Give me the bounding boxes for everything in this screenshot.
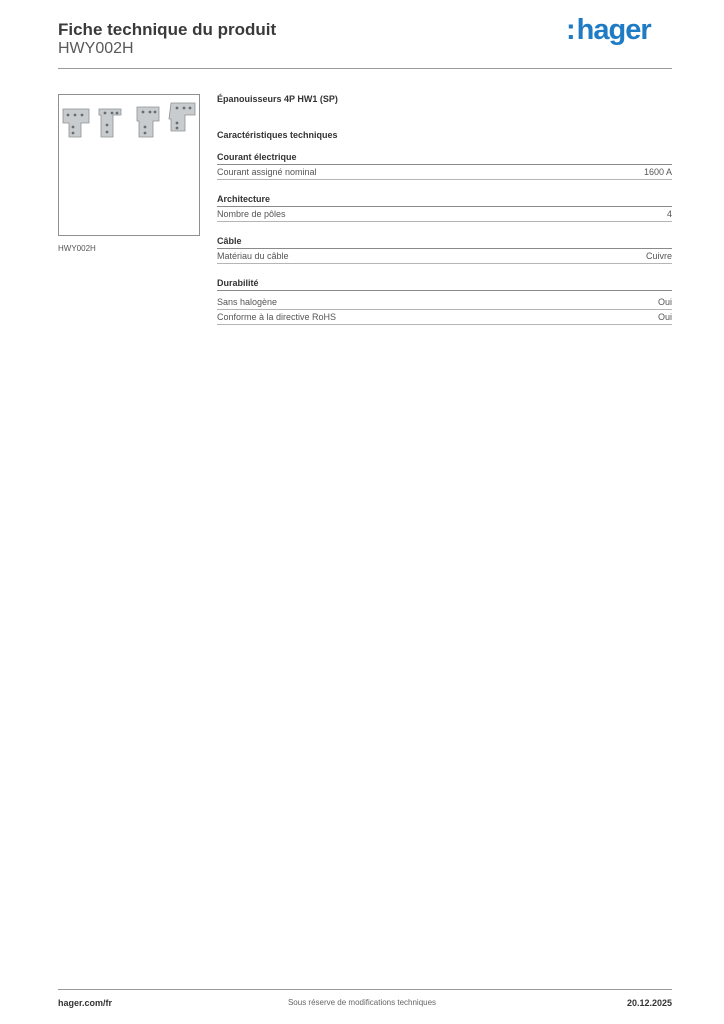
product-code: HWY002H [58,40,134,57]
busbar-extension-picture [59,95,199,235]
spec-label: Courant assigné nominal [217,167,317,177]
header-divider [58,68,672,69]
logo-text: hager [576,14,651,46]
spec-label: Matériau du câble [217,251,289,261]
footer-website: hager.com/fr [58,998,113,1008]
section-electrical-current [217,152,672,180]
section-title: Courant électrique [217,152,672,165]
technical-content [217,94,672,325]
spec-value: Oui [657,297,672,307]
section-title: Durabilité [217,278,672,291]
document-title: Fiche technique du produit [58,20,277,39]
spec-value: Cuivre [645,251,672,261]
spec-row [217,295,672,310]
product-image [58,94,200,236]
section-durability [217,278,672,325]
spec-row [217,310,672,325]
spec-label: Conforme à la directive RoHS [217,312,337,322]
footer-divider [58,989,672,990]
product-name: Épanouisseurs 4P HW1 (SP) [217,94,338,104]
section-title: Câble [217,236,672,249]
footer-date: 20.12.2025 [626,998,672,1008]
spec-value: Oui [657,312,672,322]
spec-row [217,165,672,180]
spec-label: Sans halogène [217,297,278,307]
image-caption: HWY002H [58,244,96,253]
spec-value: 1600 A [643,167,672,177]
footer-notice: Sous réserve de modifications techniques [287,998,437,1007]
spec-label: Nombre de pôles [217,209,286,219]
hager-logo: :hager [566,14,651,46]
section-architecture [217,194,672,222]
section-cable [217,236,672,264]
technical-characteristics-title: Caractéristiques techniques [217,130,338,140]
spec-row [217,249,672,264]
section-title: Architecture [217,194,672,207]
spec-row [217,207,672,222]
spec-value: 4 [666,209,672,219]
